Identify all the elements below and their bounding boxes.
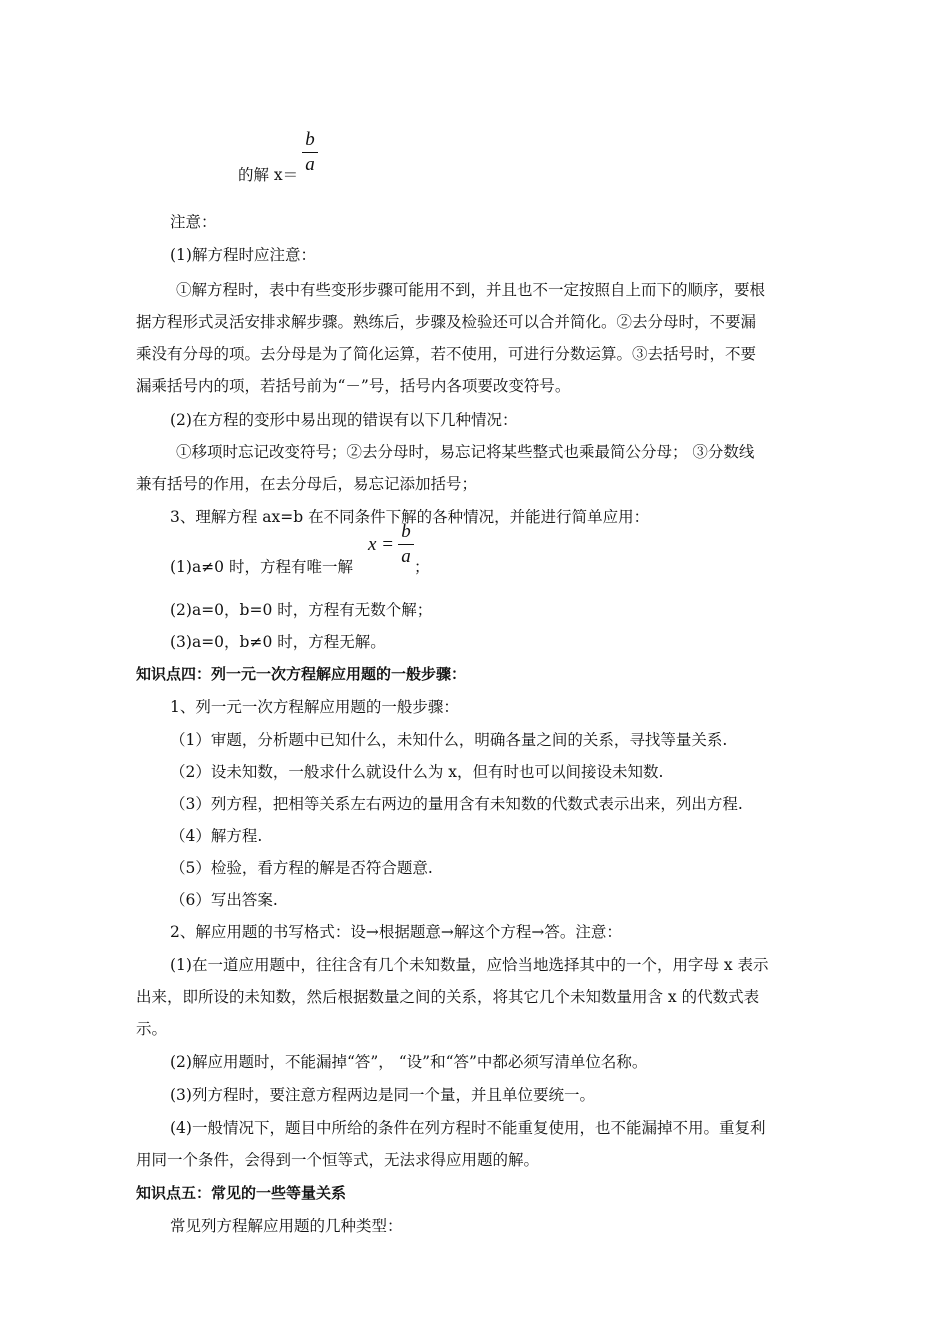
case-1-text: (1)a≠0 时，方程有唯一解: [170, 558, 353, 576]
section-heading-5: 知识点五：常见的一些等量关系: [136, 1184, 347, 1202]
paragraph-line: 示。: [136, 1020, 168, 1038]
fraction-denominator: a: [305, 154, 315, 175]
note-1-title: (1)解方程时应注意：: [170, 246, 316, 264]
step-1: （1）审题，分析题中已知什么，未知什么，明确各量之间的关系，寻找等量关系.: [170, 731, 728, 749]
fraction-b-over-a: [302, 130, 318, 175]
fraction-bar: [398, 544, 414, 545]
paragraph-line: 出来，即所设的未知数，然后根据数量之间的关系，将其它几个未知数量用含 x 的代数式表: [136, 988, 760, 1006]
fraction-bar: [302, 152, 318, 153]
case-3-text: (3)a=0，b≠0 时，方程无解。: [170, 633, 386, 651]
paragraph-line: 漏乘括号内的项，若括号前为“－”号，括号内各项要改变符号。: [136, 377, 571, 395]
case-2-text: (2)a=0，b=0 时，方程有无数个解；: [170, 601, 433, 619]
paragraph-line: (3)列方程时，要注意方程两边是同一个量，并且单位要统一。: [170, 1086, 595, 1104]
note-2-title: (2)在方程的变形中易出现的错误有以下几种情况：: [170, 411, 518, 429]
fraction-numerator: b: [401, 521, 411, 542]
item-3-title: 3、理解方程 ax=b 在不同条件下解的各种情况，并能进行简单应用：: [170, 508, 650, 526]
section-heading-4: 知识点四：列一元一次方程解应用题的一般步骤：: [136, 665, 467, 683]
paragraph-line: 常见列方程解应用题的几种类型：: [170, 1217, 403, 1235]
paragraph-line: 据方程形式灵活安排求解步骤。熟练后，步骤及检验还可以合并简化。②去分母时，不要漏: [136, 313, 757, 331]
paragraph-line: ①移项时忘记改变符号；②去分母时，易忘记将某些整式也乘最简公分母； ③分数线: [176, 443, 755, 461]
step-2: （2）设未知数，一般求什么就设什么为 x，但有时也可以间接设未知数.: [170, 763, 664, 781]
step-3: （3）列方程，把相等关系左右两边的量用含有未知数的代数式表示出来，列出方程.: [170, 795, 743, 813]
step-4: （4）解方程.: [170, 827, 263, 845]
equation-lhs: x =: [368, 534, 395, 555]
paragraph-line: (2)解应用题时，不能漏掉“答”， “设”和“答”中都必须写清单位名称。: [170, 1053, 648, 1071]
paragraph-line: 乘没有分母的项。去分母是为了简化运算，若不使用，可进行分数运算。③去括号时，不要: [136, 345, 757, 363]
fraction-b-over-a-2: [398, 522, 414, 567]
subsection-1-title: 1、列一元一次方程解应用题的一般步骤：: [170, 698, 459, 716]
paragraph-line: (1)在一道应用题中，往往含有几个未知数量，应恰当地选择其中的一个，用字母 x 表示: [170, 956, 769, 974]
paragraph-line: (4)一般情况下，题目中所给的条件在列方程时不能重复使用，也不能漏掉不用。重复利: [170, 1119, 766, 1137]
paragraph-line: ①解方程时，表中有些变形步骤可能用不到，并且也不一定按照自上而下的顺序，要根: [176, 281, 766, 299]
note-heading: 注意：: [170, 213, 217, 231]
step-6: （6）写出答案.: [170, 891, 278, 909]
subsection-2-title: 2、解应用题的书写格式：设→根据题意→解这个方程→答。注意：: [170, 923, 622, 941]
paragraph-line: 用同一个条件，会得到一个恒等式，无法求得应用题的解。: [136, 1151, 540, 1169]
paragraph-line: 兼有括号的作用，在去分母后，易忘记添加括号；: [136, 475, 478, 493]
fraction-denominator: a: [401, 546, 411, 567]
step-5: （5）检验，看方程的解是否符合题意.: [170, 859, 433, 877]
solution-label: 的解 x＝: [238, 166, 299, 184]
fraction-numerator: b: [305, 129, 315, 150]
semicolon: ；: [414, 558, 430, 576]
